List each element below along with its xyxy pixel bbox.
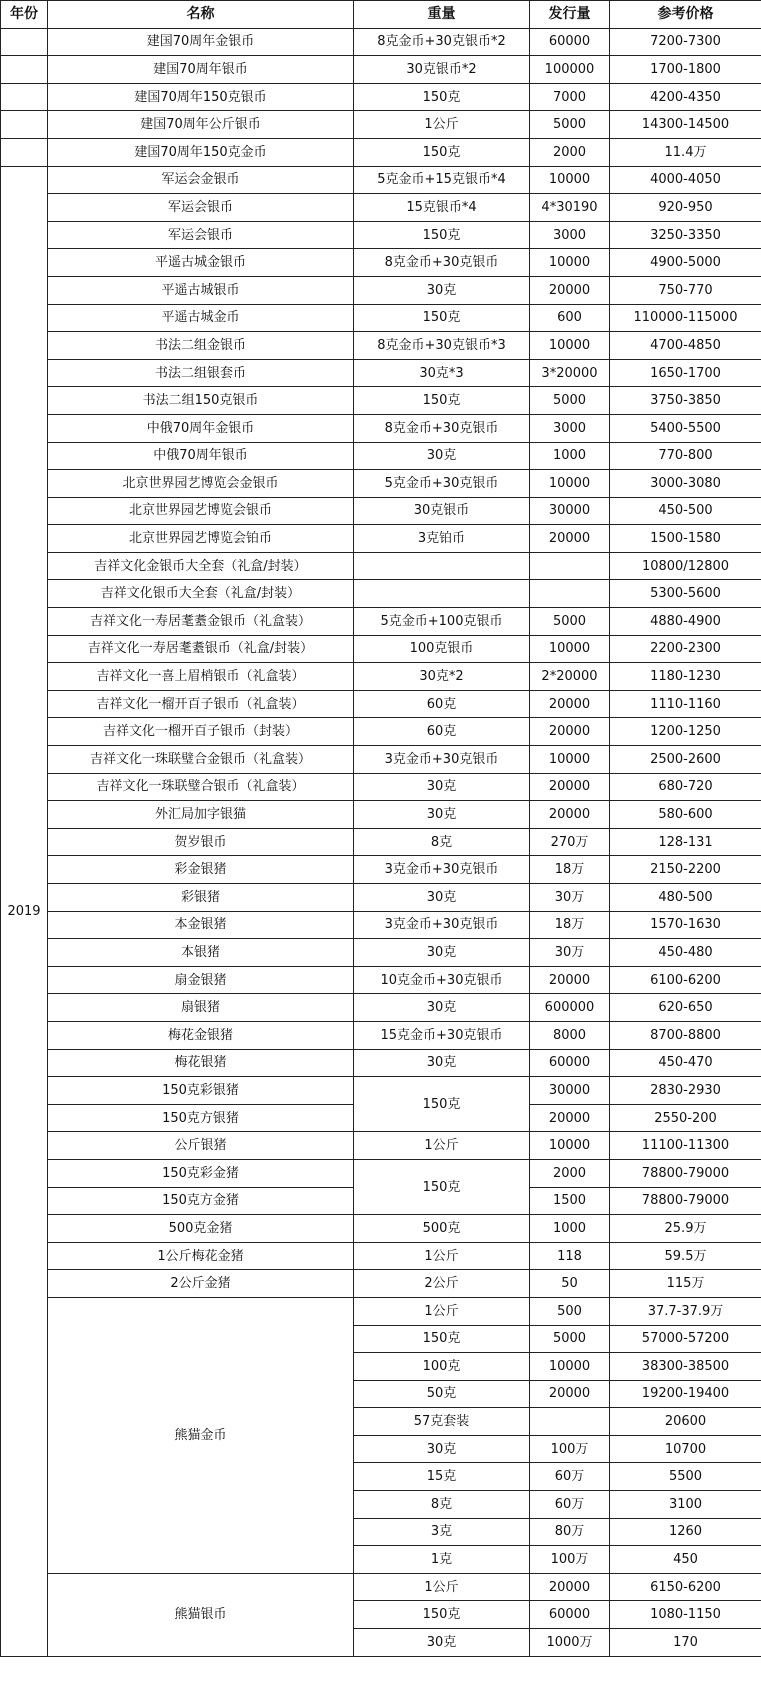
table-row [1, 1132, 761, 1160]
coin-qty [530, 552, 610, 580]
coin-price: 38300-38500 [610, 1353, 761, 1381]
table-row [1, 994, 761, 1022]
coin-weight: 3克金币+30克银币 [354, 746, 530, 774]
coin-qty: 600000 [530, 994, 610, 1022]
coin-name: 建国70周年150克金币 [48, 138, 354, 166]
table-body [1, 28, 761, 1656]
coin-name: 吉祥文化金银币大全套（礼盒/封装） [48, 552, 354, 580]
table-row [1, 801, 761, 829]
coin-weight: 30克*2 [354, 663, 530, 691]
coin-qty: 60万 [530, 1491, 610, 1519]
coin-weight: 3克铂币 [354, 525, 530, 553]
coin-name: 2公斤金猪 [48, 1270, 354, 1298]
coin-price: 2550-200 [610, 1104, 761, 1132]
table-row [1, 194, 761, 222]
coin-name: 建国70周年公斤银币 [48, 111, 354, 139]
coin-price: 4000-4050 [610, 166, 761, 194]
coin-qty: 20000 [530, 966, 610, 994]
coin-price: 920-950 [610, 194, 761, 222]
coin-weight: 3克金币+30克银币 [354, 856, 530, 884]
table-row [1, 690, 761, 718]
table-row [1, 1242, 761, 1270]
coin-price: 7200-7300 [610, 28, 761, 56]
coin-price: 3250-3350 [610, 221, 761, 249]
coin-name: 500克金猪 [48, 1215, 354, 1243]
table-row [1, 635, 761, 663]
table-row [1, 332, 761, 360]
coin-weight: 30克 [354, 276, 530, 304]
coin-price: 14300-14500 [610, 111, 761, 139]
coin-qty: 60000 [530, 1601, 610, 1629]
coin-name: 贺岁银币 [48, 828, 354, 856]
table-row [1, 138, 761, 166]
coin-price: 10700 [610, 1435, 761, 1463]
coin-weight: 30克 [354, 994, 530, 1022]
coin-price: 1110-1160 [610, 690, 761, 718]
coin-price: 1700-1800 [610, 56, 761, 84]
coin-price: 5500 [610, 1463, 761, 1491]
coin-weight: 10克金币+30克银币 [354, 966, 530, 994]
coin-name: 中俄70周年银币 [48, 442, 354, 470]
coin-price: 2830-2930 [610, 1077, 761, 1105]
table-row [1, 470, 761, 498]
panda-silver-name: 熊猫银币 [48, 1573, 354, 1656]
coin-qty: 3000 [530, 221, 610, 249]
coin-name: 平遥古城金币 [48, 304, 354, 332]
coin-name: 吉祥文化一珠联璧合金银币（礼盒装） [48, 746, 354, 774]
coin-name: 梅花金银猪 [48, 1021, 354, 1049]
coin-price: 3750-3850 [610, 387, 761, 415]
coin-name: 建国70周年金银币 [48, 28, 354, 56]
coin-price: 10800/12800 [610, 552, 761, 580]
coin-qty: 7000 [530, 83, 610, 111]
coin-weight: 8克金币+30克银币 [354, 249, 530, 277]
coin-name: 1公斤梅花金猪 [48, 1242, 354, 1270]
table-row [1, 56, 761, 84]
coin-weight: 30克 [354, 1629, 530, 1657]
coin-weight: 30克 [354, 1049, 530, 1077]
coin-weight: 30克 [354, 884, 530, 912]
coin-name: 军运会银币 [48, 194, 354, 222]
coin-price: 5400-5500 [610, 414, 761, 442]
table-row [1, 249, 761, 277]
coin-price: 11100-11300 [610, 1132, 761, 1160]
coin-qty: 30万 [530, 884, 610, 912]
coin-weight: 30克银币 [354, 497, 530, 525]
table-row [1, 1021, 761, 1049]
coin-name: 梅花银猪 [48, 1049, 354, 1077]
coin-weight: 60克 [354, 718, 530, 746]
table-row [1, 276, 761, 304]
coin-price: 3100 [610, 1491, 761, 1519]
coin-weight: 100克 [354, 1353, 530, 1381]
coin-qty: 100万 [530, 1435, 610, 1463]
coin-price: 78800-79000 [610, 1187, 761, 1215]
coin-name: 150克方银猪 [48, 1104, 354, 1132]
coin-name: 本金银猪 [48, 911, 354, 939]
coin-price: 770-800 [610, 442, 761, 470]
coin-price: 1200-1250 [610, 718, 761, 746]
coin-weight: 1公斤 [354, 1573, 530, 1601]
coin-price: 11.4万 [610, 138, 761, 166]
coin-qty: 10000 [530, 635, 610, 663]
table-row [1, 442, 761, 470]
table-row [1, 580, 761, 608]
coin-qty: 1000万 [530, 1629, 610, 1657]
coin-qty: 1000 [530, 442, 610, 470]
coin-price: 2200-2300 [610, 635, 761, 663]
year-cell-empty [1, 28, 48, 56]
coin-price: 480-500 [610, 884, 761, 912]
coin-weight: 1公斤 [354, 111, 530, 139]
table-row [1, 221, 761, 249]
coin-weight: 1克 [354, 1546, 530, 1574]
coin-weight: 150克 [354, 1601, 530, 1629]
coin-price: 6150-6200 [610, 1573, 761, 1601]
coin-qty: 3*20000 [530, 359, 610, 387]
coin-qty: 100万 [530, 1546, 610, 1574]
coin-qty: 100000 [530, 56, 610, 84]
coin-qty: 10000 [530, 249, 610, 277]
coin-price: 620-650 [610, 994, 761, 1022]
table-row [1, 746, 761, 774]
coin-name: 军运会金银币 [48, 166, 354, 194]
coin-weight: 1公斤 [354, 1242, 530, 1270]
coin-weight: 30克 [354, 1435, 530, 1463]
coin-qty: 10000 [530, 166, 610, 194]
coin-weight: 500克 [354, 1215, 530, 1243]
coin-qty: 4*30190 [530, 194, 610, 222]
coin-price: 450 [610, 1546, 761, 1574]
coin-weight: 150克 [354, 304, 530, 332]
coin-weight: 8克 [354, 1491, 530, 1519]
coin-price: 1180-1230 [610, 663, 761, 691]
coin-qty: 60000 [530, 1049, 610, 1077]
table-row [1, 1297, 761, 1325]
coin-name: 吉祥文化银币大全套（礼盒/封装） [48, 580, 354, 608]
table-row [1, 911, 761, 939]
table-row [1, 856, 761, 884]
coin-price: 4880-4900 [610, 608, 761, 636]
coin-qty: 18万 [530, 856, 610, 884]
coin-price: 4900-5000 [610, 249, 761, 277]
coin-name: 扇金银猪 [48, 966, 354, 994]
coin-price: 4200-4350 [610, 83, 761, 111]
coin-price: 450-500 [610, 497, 761, 525]
coin-weight: 3克 [354, 1518, 530, 1546]
coin-name: 吉祥文化一榴开百子银币（封装） [48, 718, 354, 746]
coin-qty: 500 [530, 1297, 610, 1325]
coin-name: 150克方金猪 [48, 1187, 354, 1215]
table-row [1, 552, 761, 580]
table-row [1, 387, 761, 415]
coin-price: 3000-3080 [610, 470, 761, 498]
coin-price: 110000-115000 [610, 304, 761, 332]
coin-weight: 150克 [354, 1159, 530, 1214]
year-cell-empty [1, 138, 48, 166]
coin-weight: 60克 [354, 690, 530, 718]
coin-weight [354, 552, 530, 580]
coin-name: 本银猪 [48, 939, 354, 967]
coin-qty: 60万 [530, 1463, 610, 1491]
coin-weight: 3克金币+30克银币 [354, 911, 530, 939]
table-row [1, 828, 761, 856]
coin-name: 彩银猪 [48, 884, 354, 912]
coin-qty: 20000 [530, 525, 610, 553]
coin-price: 59.5万 [610, 1242, 761, 1270]
coin-price: 1500-1580 [610, 525, 761, 553]
coin-weight: 30克银币*2 [354, 56, 530, 84]
coin-price: 450-470 [610, 1049, 761, 1077]
coin-price: 750-770 [610, 276, 761, 304]
header-row [1, 1, 761, 29]
coin-name: 吉祥文化一珠联璧合银币（礼盒装） [48, 773, 354, 801]
coin-price: 37.7-37.9万 [610, 1297, 761, 1325]
coin-price: 580-600 [610, 801, 761, 829]
coin-weight: 150克 [354, 1325, 530, 1353]
coin-weight: 150克 [354, 387, 530, 415]
coin-weight: 30克*3 [354, 359, 530, 387]
table-row [1, 414, 761, 442]
coin-price: 1260 [610, 1518, 761, 1546]
coin-weight: 15克金币+30克银币 [354, 1021, 530, 1049]
table-row [1, 497, 761, 525]
coin-qty [530, 580, 610, 608]
coin-name: 平遥古城金银币 [48, 249, 354, 277]
coin-price: 20600 [610, 1408, 761, 1436]
table-row [1, 1159, 761, 1187]
coin-weight: 30克 [354, 801, 530, 829]
coin-qty: 2*20000 [530, 663, 610, 691]
table-row [1, 663, 761, 691]
coin-name: 吉祥文化一寿居耄耋金银币（礼盒装） [48, 608, 354, 636]
coin-weight: 30克 [354, 442, 530, 470]
table-row [1, 966, 761, 994]
coin-qty: 20000 [530, 1104, 610, 1132]
coin-name: 外汇局加字银猫 [48, 801, 354, 829]
coin-qty: 3000 [530, 414, 610, 442]
coin-name: 建国70周年银币 [48, 56, 354, 84]
coin-weight: 1公斤 [354, 1297, 530, 1325]
coin-qty: 60000 [530, 28, 610, 56]
coin-weight: 1公斤 [354, 1132, 530, 1160]
coin-name: 吉祥文化一寿居耄耋银币（礼盒/封装） [48, 635, 354, 663]
coin-price: 1650-1700 [610, 359, 761, 387]
coin-qty: 10000 [530, 1353, 610, 1381]
coin-weight: 150克 [354, 138, 530, 166]
coin-name: 公斤银猪 [48, 1132, 354, 1160]
coin-weight: 30克 [354, 939, 530, 967]
table-row [1, 1270, 761, 1298]
coin-price: 128-131 [610, 828, 761, 856]
coin-price: 19200-19400 [610, 1380, 761, 1408]
coin-price: 115万 [610, 1270, 761, 1298]
coin-qty: 8000 [530, 1021, 610, 1049]
coin-name: 建国70周年150克银币 [48, 83, 354, 111]
coin-qty: 5000 [530, 1325, 610, 1353]
coin-price: 6100-6200 [610, 966, 761, 994]
coin-weight: 5克金币+100克银币 [354, 608, 530, 636]
coin-qty: 2000 [530, 1159, 610, 1187]
coin-qty: 10000 [530, 470, 610, 498]
coin-weight: 8克 [354, 828, 530, 856]
table-row [1, 166, 761, 194]
coin-name: 书法二组150克银币 [48, 387, 354, 415]
coin-weight: 8克金币+30克银币 [354, 414, 530, 442]
coin-price: 1080-1150 [610, 1601, 761, 1629]
coin-qty: 30000 [530, 497, 610, 525]
coin-name: 书法二组金银币 [48, 332, 354, 360]
header-year: 年份 [1, 1, 48, 29]
coin-weight: 50克 [354, 1380, 530, 1408]
coin-price: 4700-4850 [610, 332, 761, 360]
coin-qty: 270万 [530, 828, 610, 856]
table-row [1, 773, 761, 801]
coin-qty [530, 1408, 610, 1436]
coin-qty: 10000 [530, 746, 610, 774]
coin-weight: 30克 [354, 773, 530, 801]
coin-price: 8700-8800 [610, 1021, 761, 1049]
coin-qty: 20000 [530, 801, 610, 829]
coin-qty: 5000 [530, 111, 610, 139]
table-row [1, 1077, 761, 1105]
table-row [1, 718, 761, 746]
coin-name: 中俄70周年金银币 [48, 414, 354, 442]
coin-qty: 18万 [530, 911, 610, 939]
coin-qty: 20000 [530, 773, 610, 801]
coin-qty: 20000 [530, 690, 610, 718]
year-cell: 2019 [1, 166, 48, 1656]
coin-price: 78800-79000 [610, 1159, 761, 1187]
coin-name: 军运会银币 [48, 221, 354, 249]
coin-price: 1570-1630 [610, 911, 761, 939]
header-weight: 重量 [354, 1, 530, 29]
coin-price: 25.9万 [610, 1215, 761, 1243]
table-row [1, 83, 761, 111]
coin-weight: 8克金币+30克银币*3 [354, 332, 530, 360]
coin-name: 北京世界园艺博览会银币 [48, 497, 354, 525]
table-row [1, 304, 761, 332]
coin-name: 平遥古城银币 [48, 276, 354, 304]
coin-price: 57000-57200 [610, 1325, 761, 1353]
coin-name: 吉祥文化一榴开百子银币（礼盒装） [48, 690, 354, 718]
coin-weight: 15克 [354, 1463, 530, 1491]
coin-name: 150克彩金猪 [48, 1159, 354, 1187]
coin-name: 书法二组银套币 [48, 359, 354, 387]
coin-qty: 80万 [530, 1518, 610, 1546]
coin-price: 2500-2600 [610, 746, 761, 774]
coin-qty: 2000 [530, 138, 610, 166]
coin-qty: 5000 [530, 387, 610, 415]
coin-weight: 150克 [354, 221, 530, 249]
coin-price: 2150-2200 [610, 856, 761, 884]
table-row [1, 608, 761, 636]
coin-name: 150克彩银猪 [48, 1077, 354, 1105]
coin-qty: 30万 [530, 939, 610, 967]
table-row [1, 111, 761, 139]
year-cell-empty [1, 56, 48, 84]
panda-gold-name: 熊猫金币 [48, 1297, 354, 1573]
coin-name: 彩金银猪 [48, 856, 354, 884]
coin-price: 680-720 [610, 773, 761, 801]
coin-name: 扇银猪 [48, 994, 354, 1022]
coin-qty: 20000 [530, 718, 610, 746]
table-row [1, 359, 761, 387]
table-row [1, 28, 761, 56]
table-row [1, 1049, 761, 1077]
coin-weight [354, 580, 530, 608]
coin-qty: 20000 [530, 1573, 610, 1601]
header-price: 参考价格 [610, 1, 761, 29]
coin-weight: 57克套装 [354, 1408, 530, 1436]
year-cell-empty [1, 83, 48, 111]
coin-price: 170 [610, 1629, 761, 1657]
coin-weight: 15克银币*4 [354, 194, 530, 222]
coin-weight: 150克 [354, 83, 530, 111]
coin-weight: 5克金币+15克银币*4 [354, 166, 530, 194]
table-row [1, 884, 761, 912]
coin-qty: 10000 [530, 332, 610, 360]
coin-weight: 5克金币+30克银币 [354, 470, 530, 498]
header-name: 名称 [48, 1, 354, 29]
coin-weight: 150克 [354, 1077, 530, 1132]
coin-price: 450-480 [610, 939, 761, 967]
coin-qty: 1500 [530, 1187, 610, 1215]
table-row [1, 939, 761, 967]
coin-qty: 20000 [530, 1380, 610, 1408]
coin-qty: 30000 [530, 1077, 610, 1105]
coin-name: 吉祥文化一喜上眉梢银币（礼盒装） [48, 663, 354, 691]
coin-weight: 100克银币 [354, 635, 530, 663]
coin-price: 5300-5600 [610, 580, 761, 608]
table-row [1, 525, 761, 553]
coin-qty: 118 [530, 1242, 610, 1270]
coin-weight: 2公斤 [354, 1270, 530, 1298]
coin-qty: 50 [530, 1270, 610, 1298]
coin-qty: 600 [530, 304, 610, 332]
year-cell-empty [1, 111, 48, 139]
coin-qty: 10000 [530, 1132, 610, 1160]
header-qty: 发行量 [530, 1, 610, 29]
coin-qty: 20000 [530, 276, 610, 304]
coin-weight: 8克金币+30克银币*2 [354, 28, 530, 56]
coin-qty: 1000 [530, 1215, 610, 1243]
coin-name: 北京世界园艺博览会铂币 [48, 525, 354, 553]
coin-name: 北京世界园艺博览会金银币 [48, 470, 354, 498]
table-row [1, 1573, 761, 1601]
coin-qty: 5000 [530, 608, 610, 636]
table-row [1, 1215, 761, 1243]
